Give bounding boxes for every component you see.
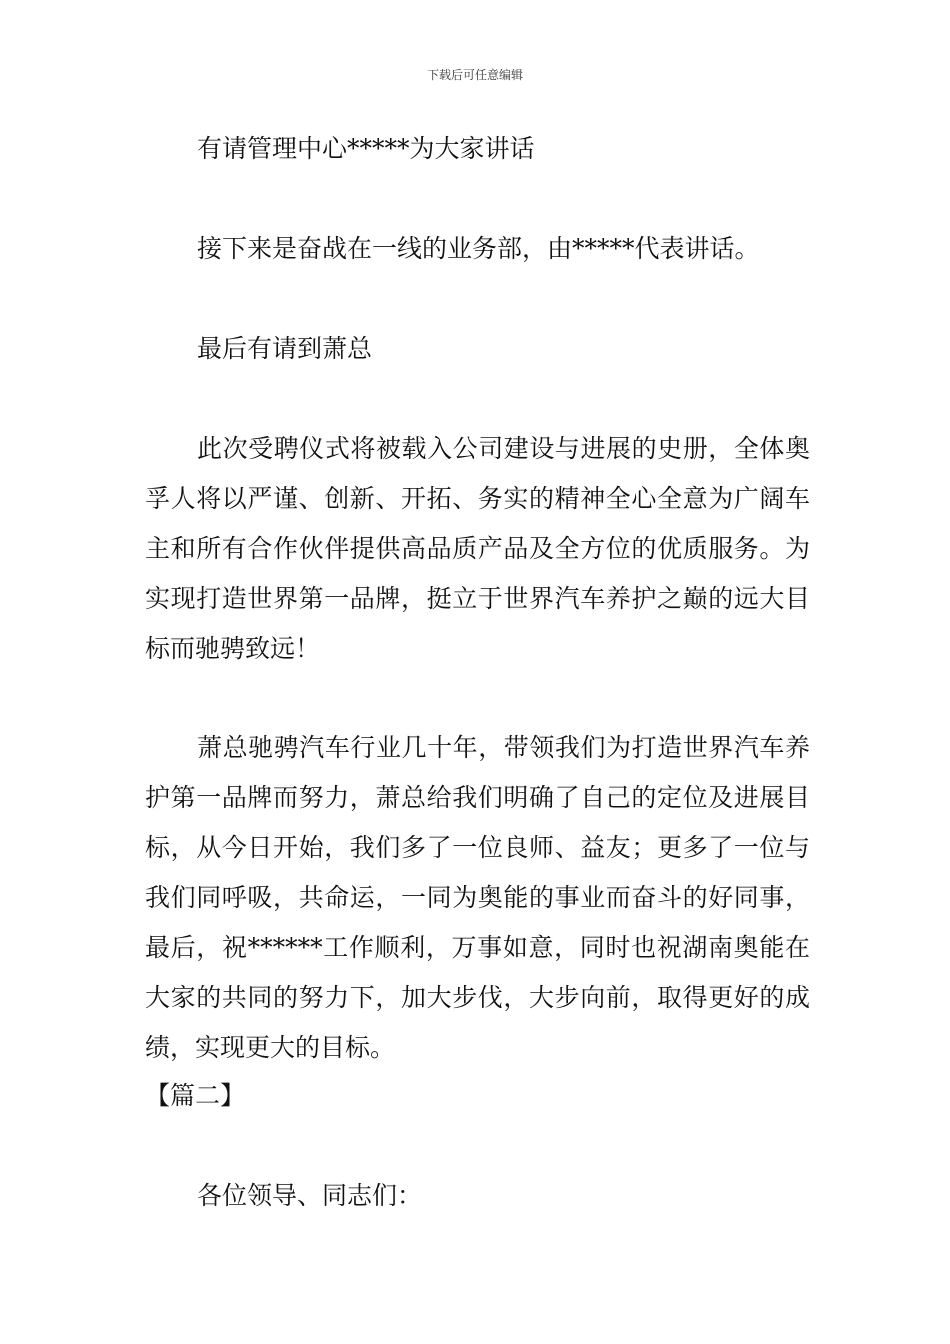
speech-line-xiao: 最后有请到萧总 [197,334,373,363]
body-paragraph-ceremony: 此次受聘仪式将被载入公司建设与进展的史册，全体奥孚人将以严谨、创新、开拓、务实的精神全心全意为广阔车主和所有合作伙伴提供高品质产品及全方位的优质服务。为实现打造世界第一品牌，挺立于世界汽车养护之巅的远大目标而驰骋致远！ [145,434,810,663]
body-paragraph-xiao: 萧总驰骋汽车行业几十年，带领我们为打造世界汽车养护第一品牌而努力，萧总给我们明确了自己的定位及进展目标，从今日开始，我们多了一位良师、益友；更多了一位与我们同呼吸，共命运，一同为奥能的事业而奋斗的好同事，最后，祝******工作顺利，万事如意，同时也祝湖南奥能在大家的共同的努力下，加大步伐，大步向前，取得更好的成绩，实现更大的目标。 [145,733,810,1062]
page-header: 下载后可任意编辑 [426,68,523,82]
speech-line-business: 接下来是奋战在一线的业务部，由*****代表讲话。 [197,234,760,263]
section-heading: 【篇二】 [145,1081,246,1110]
speech-line-management: 有请管理中心*****为大家讲话 [197,134,535,163]
salutation: 各位领导、同志们： [197,1181,423,1210]
